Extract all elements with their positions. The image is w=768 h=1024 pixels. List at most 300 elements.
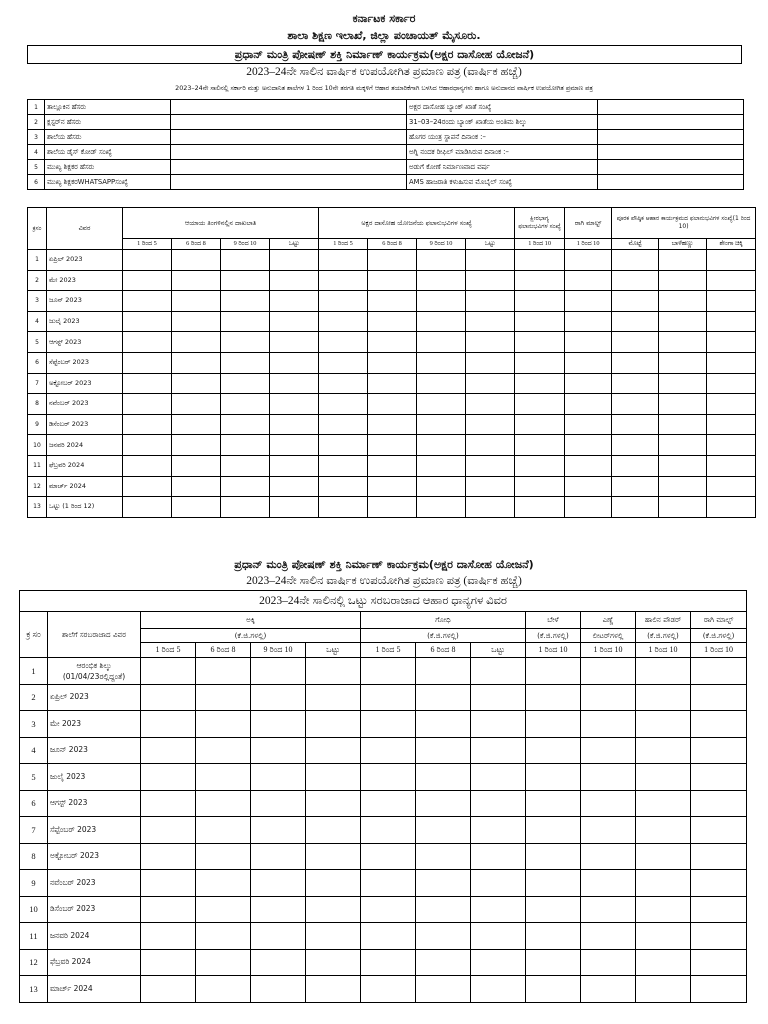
t2-entry-cell[interactable] bbox=[636, 817, 691, 844]
t1-entry-cell[interactable] bbox=[172, 250, 221, 271]
t2-entry-cell[interactable] bbox=[526, 711, 581, 738]
t1-entry-cell[interactable] bbox=[707, 414, 756, 435]
t2-entry-cell[interactable] bbox=[361, 870, 416, 897]
t1-entry-cell[interactable] bbox=[565, 250, 612, 271]
t2-entry-cell[interactable] bbox=[526, 658, 581, 685]
t1-entry-cell[interactable] bbox=[221, 414, 270, 435]
t2-entry-cell[interactable] bbox=[196, 976, 251, 1003]
t2-entry-cell[interactable] bbox=[526, 976, 581, 1003]
t2-entry-cell[interactable] bbox=[691, 896, 747, 923]
t1-entry-cell[interactable] bbox=[172, 332, 221, 353]
t1-entry-cell[interactable] bbox=[659, 250, 707, 271]
t2-entry-cell[interactable] bbox=[361, 949, 416, 976]
t1-entry-cell[interactable] bbox=[270, 270, 319, 291]
t1-entry-cell[interactable] bbox=[515, 250, 565, 271]
t1-entry-cell[interactable] bbox=[515, 332, 565, 353]
t2-entry-cell[interactable] bbox=[196, 684, 251, 711]
t1-entry-cell[interactable] bbox=[123, 373, 172, 394]
t1-entry-cell[interactable] bbox=[565, 435, 612, 456]
t2-entry-cell[interactable] bbox=[251, 684, 306, 711]
t1-entry-cell[interactable] bbox=[707, 497, 756, 518]
t1-entry-cell[interactable] bbox=[172, 414, 221, 435]
t2-entry-cell[interactable] bbox=[196, 843, 251, 870]
t1-entry-cell[interactable] bbox=[612, 332, 659, 353]
t1-entry-cell[interactable] bbox=[221, 352, 270, 373]
t2-entry-cell[interactable] bbox=[361, 923, 416, 950]
t2-entry-cell[interactable] bbox=[581, 711, 636, 738]
t1-entry-cell[interactable] bbox=[319, 497, 368, 518]
t1-entry-cell[interactable] bbox=[612, 373, 659, 394]
info-value-cell[interactable] bbox=[171, 175, 407, 190]
t1-entry-cell[interactable] bbox=[319, 435, 368, 456]
t1-entry-cell[interactable] bbox=[319, 332, 368, 353]
t2-entry-cell[interactable] bbox=[141, 949, 196, 976]
t2-entry-cell[interactable] bbox=[416, 658, 471, 685]
t1-entry-cell[interactable] bbox=[319, 414, 368, 435]
t2-entry-cell[interactable] bbox=[636, 870, 691, 897]
t1-entry-cell[interactable] bbox=[612, 250, 659, 271]
t1-entry-cell[interactable] bbox=[123, 394, 172, 415]
t1-entry-cell[interactable] bbox=[466, 435, 515, 456]
t1-entry-cell[interactable] bbox=[515, 291, 565, 312]
t2-entry-cell[interactable] bbox=[581, 658, 636, 685]
t2-entry-cell[interactable] bbox=[471, 949, 526, 976]
t1-entry-cell[interactable] bbox=[515, 311, 565, 332]
t2-entry-cell[interactable] bbox=[306, 949, 361, 976]
info-value-cell[interactable] bbox=[171, 130, 407, 145]
t1-entry-cell[interactable] bbox=[466, 455, 515, 476]
t2-entry-cell[interactable] bbox=[196, 896, 251, 923]
t2-entry-cell[interactable] bbox=[581, 843, 636, 870]
t1-entry-cell[interactable] bbox=[368, 476, 417, 497]
t1-entry-cell[interactable] bbox=[612, 497, 659, 518]
t1-entry-cell[interactable] bbox=[417, 476, 466, 497]
t1-entry-cell[interactable] bbox=[123, 435, 172, 456]
t2-entry-cell[interactable] bbox=[361, 976, 416, 1003]
info-value-cell[interactable] bbox=[171, 145, 407, 160]
info-value-cell[interactable] bbox=[171, 160, 407, 175]
t1-entry-cell[interactable] bbox=[319, 373, 368, 394]
t2-entry-cell[interactable] bbox=[581, 790, 636, 817]
t1-entry-cell[interactable] bbox=[707, 270, 756, 291]
t2-entry-cell[interactable] bbox=[251, 923, 306, 950]
t1-entry-cell[interactable] bbox=[659, 373, 707, 394]
t2-entry-cell[interactable] bbox=[361, 684, 416, 711]
t1-entry-cell[interactable] bbox=[659, 476, 707, 497]
t2-entry-cell[interactable] bbox=[416, 949, 471, 976]
t2-entry-cell[interactable] bbox=[416, 870, 471, 897]
t2-entry-cell[interactable] bbox=[526, 949, 581, 976]
t1-entry-cell[interactable] bbox=[565, 352, 612, 373]
t1-entry-cell[interactable] bbox=[368, 373, 417, 394]
t2-entry-cell[interactable] bbox=[141, 737, 196, 764]
t1-entry-cell[interactable] bbox=[270, 414, 319, 435]
t2-entry-cell[interactable] bbox=[251, 711, 306, 738]
t2-entry-cell[interactable] bbox=[691, 817, 747, 844]
t1-entry-cell[interactable] bbox=[368, 352, 417, 373]
t1-entry-cell[interactable] bbox=[319, 476, 368, 497]
t1-entry-cell[interactable] bbox=[659, 435, 707, 456]
t1-entry-cell[interactable] bbox=[659, 270, 707, 291]
t1-entry-cell[interactable] bbox=[565, 394, 612, 415]
t1-entry-cell[interactable] bbox=[417, 414, 466, 435]
t2-entry-cell[interactable] bbox=[526, 790, 581, 817]
t2-entry-cell[interactable] bbox=[361, 817, 416, 844]
t1-entry-cell[interactable] bbox=[466, 291, 515, 312]
t1-entry-cell[interactable] bbox=[123, 497, 172, 518]
t1-entry-cell[interactable] bbox=[515, 373, 565, 394]
t1-entry-cell[interactable] bbox=[612, 291, 659, 312]
t2-entry-cell[interactable] bbox=[141, 923, 196, 950]
t1-entry-cell[interactable] bbox=[123, 332, 172, 353]
t2-entry-cell[interactable] bbox=[141, 870, 196, 897]
t1-entry-cell[interactable] bbox=[270, 311, 319, 332]
t2-entry-cell[interactable] bbox=[306, 817, 361, 844]
t1-entry-cell[interactable] bbox=[319, 270, 368, 291]
t1-entry-cell[interactable] bbox=[123, 311, 172, 332]
t1-entry-cell[interactable] bbox=[707, 352, 756, 373]
t1-entry-cell[interactable] bbox=[417, 497, 466, 518]
t1-entry-cell[interactable] bbox=[612, 455, 659, 476]
t2-entry-cell[interactable] bbox=[691, 976, 747, 1003]
t2-entry-cell[interactable] bbox=[306, 976, 361, 1003]
t2-entry-cell[interactable] bbox=[196, 870, 251, 897]
t1-entry-cell[interactable] bbox=[368, 311, 417, 332]
t2-entry-cell[interactable] bbox=[581, 684, 636, 711]
t2-entry-cell[interactable] bbox=[526, 817, 581, 844]
t2-entry-cell[interactable] bbox=[636, 896, 691, 923]
t1-entry-cell[interactable] bbox=[221, 373, 270, 394]
t1-entry-cell[interactable] bbox=[565, 455, 612, 476]
t2-entry-cell[interactable] bbox=[471, 870, 526, 897]
t2-entry-cell[interactable] bbox=[196, 790, 251, 817]
t1-entry-cell[interactable] bbox=[659, 291, 707, 312]
t2-entry-cell[interactable] bbox=[471, 923, 526, 950]
t2-entry-cell[interactable] bbox=[471, 790, 526, 817]
t2-entry-cell[interactable] bbox=[526, 923, 581, 950]
t1-entry-cell[interactable] bbox=[319, 250, 368, 271]
t1-entry-cell[interactable] bbox=[659, 394, 707, 415]
t2-entry-cell[interactable] bbox=[306, 764, 361, 791]
t2-entry-cell[interactable] bbox=[471, 976, 526, 1003]
t2-entry-cell[interactable] bbox=[416, 817, 471, 844]
t2-entry-cell[interactable] bbox=[141, 896, 196, 923]
t1-entry-cell[interactable] bbox=[515, 352, 565, 373]
t2-entry-cell[interactable] bbox=[471, 658, 526, 685]
t1-entry-cell[interactable] bbox=[466, 414, 515, 435]
t2-entry-cell[interactable] bbox=[636, 976, 691, 1003]
t1-entry-cell[interactable] bbox=[123, 414, 172, 435]
t1-entry-cell[interactable] bbox=[270, 476, 319, 497]
t2-entry-cell[interactable] bbox=[691, 870, 747, 897]
t1-entry-cell[interactable] bbox=[172, 352, 221, 373]
t2-entry-cell[interactable] bbox=[196, 923, 251, 950]
t1-entry-cell[interactable] bbox=[123, 455, 172, 476]
t1-entry-cell[interactable] bbox=[172, 394, 221, 415]
t2-entry-cell[interactable] bbox=[526, 737, 581, 764]
t1-entry-cell[interactable] bbox=[221, 291, 270, 312]
t2-entry-cell[interactable] bbox=[471, 817, 526, 844]
t2-entry-cell[interactable] bbox=[471, 684, 526, 711]
t1-entry-cell[interactable] bbox=[707, 373, 756, 394]
t1-entry-cell[interactable] bbox=[417, 332, 466, 353]
t1-entry-cell[interactable] bbox=[707, 311, 756, 332]
t1-entry-cell[interactable] bbox=[270, 291, 319, 312]
t2-entry-cell[interactable] bbox=[306, 711, 361, 738]
t1-entry-cell[interactable] bbox=[270, 394, 319, 415]
t1-entry-cell[interactable] bbox=[221, 270, 270, 291]
t1-entry-cell[interactable] bbox=[565, 476, 612, 497]
t2-entry-cell[interactable] bbox=[526, 896, 581, 923]
t1-entry-cell[interactable] bbox=[270, 332, 319, 353]
t2-entry-cell[interactable] bbox=[306, 843, 361, 870]
t1-entry-cell[interactable] bbox=[612, 352, 659, 373]
t1-entry-cell[interactable] bbox=[707, 291, 756, 312]
t2-entry-cell[interactable] bbox=[636, 790, 691, 817]
t1-entry-cell[interactable] bbox=[612, 476, 659, 497]
t2-entry-cell[interactable] bbox=[251, 896, 306, 923]
t1-entry-cell[interactable] bbox=[270, 435, 319, 456]
t1-entry-cell[interactable] bbox=[466, 352, 515, 373]
t1-entry-cell[interactable] bbox=[612, 394, 659, 415]
t1-entry-cell[interactable] bbox=[270, 497, 319, 518]
t1-entry-cell[interactable] bbox=[368, 270, 417, 291]
t2-entry-cell[interactable] bbox=[196, 949, 251, 976]
t2-entry-cell[interactable] bbox=[691, 737, 747, 764]
t2-entry-cell[interactable] bbox=[251, 949, 306, 976]
t2-entry-cell[interactable] bbox=[691, 790, 747, 817]
t2-entry-cell[interactable] bbox=[141, 684, 196, 711]
t2-entry-cell[interactable] bbox=[141, 711, 196, 738]
t2-entry-cell[interactable] bbox=[141, 976, 196, 1003]
t1-entry-cell[interactable] bbox=[123, 352, 172, 373]
t2-entry-cell[interactable] bbox=[581, 817, 636, 844]
t2-entry-cell[interactable] bbox=[196, 764, 251, 791]
t2-entry-cell[interactable] bbox=[581, 976, 636, 1003]
t2-entry-cell[interactable] bbox=[416, 896, 471, 923]
t1-entry-cell[interactable] bbox=[368, 435, 417, 456]
t2-entry-cell[interactable] bbox=[416, 737, 471, 764]
t2-entry-cell[interactable] bbox=[636, 684, 691, 711]
t1-entry-cell[interactable] bbox=[466, 497, 515, 518]
t1-entry-cell[interactable] bbox=[659, 352, 707, 373]
t2-entry-cell[interactable] bbox=[471, 896, 526, 923]
t1-entry-cell[interactable] bbox=[565, 497, 612, 518]
t1-entry-cell[interactable] bbox=[612, 435, 659, 456]
t2-entry-cell[interactable] bbox=[361, 658, 416, 685]
t2-entry-cell[interactable] bbox=[251, 817, 306, 844]
t2-entry-cell[interactable] bbox=[581, 923, 636, 950]
t1-entry-cell[interactable] bbox=[565, 270, 612, 291]
t1-entry-cell[interactable] bbox=[707, 476, 756, 497]
t1-entry-cell[interactable] bbox=[368, 414, 417, 435]
t1-entry-cell[interactable] bbox=[319, 394, 368, 415]
t2-entry-cell[interactable] bbox=[471, 737, 526, 764]
t2-entry-cell[interactable] bbox=[636, 949, 691, 976]
t1-entry-cell[interactable] bbox=[319, 311, 368, 332]
t1-entry-cell[interactable] bbox=[123, 476, 172, 497]
t1-entry-cell[interactable] bbox=[707, 332, 756, 353]
t1-entry-cell[interactable] bbox=[221, 476, 270, 497]
t1-entry-cell[interactable] bbox=[368, 332, 417, 353]
t2-entry-cell[interactable] bbox=[306, 737, 361, 764]
t1-entry-cell[interactable] bbox=[417, 250, 466, 271]
t1-entry-cell[interactable] bbox=[515, 455, 565, 476]
t1-entry-cell[interactable] bbox=[659, 311, 707, 332]
t1-entry-cell[interactable] bbox=[612, 270, 659, 291]
t2-entry-cell[interactable] bbox=[471, 711, 526, 738]
info-right-value-cell[interactable] bbox=[598, 115, 744, 130]
t2-entry-cell[interactable] bbox=[636, 923, 691, 950]
t1-entry-cell[interactable] bbox=[172, 311, 221, 332]
t1-entry-cell[interactable] bbox=[172, 476, 221, 497]
t2-entry-cell[interactable] bbox=[526, 843, 581, 870]
t1-entry-cell[interactable] bbox=[466, 270, 515, 291]
t1-entry-cell[interactable] bbox=[172, 291, 221, 312]
t2-entry-cell[interactable] bbox=[691, 949, 747, 976]
t2-entry-cell[interactable] bbox=[636, 737, 691, 764]
t1-entry-cell[interactable] bbox=[221, 394, 270, 415]
t1-entry-cell[interactable] bbox=[319, 291, 368, 312]
info-right-value-cell[interactable] bbox=[598, 145, 744, 160]
t2-entry-cell[interactable] bbox=[636, 658, 691, 685]
t1-entry-cell[interactable] bbox=[466, 476, 515, 497]
t2-entry-cell[interactable] bbox=[691, 711, 747, 738]
t2-entry-cell[interactable] bbox=[251, 790, 306, 817]
t2-entry-cell[interactable] bbox=[306, 896, 361, 923]
t2-entry-cell[interactable] bbox=[306, 684, 361, 711]
t1-entry-cell[interactable] bbox=[417, 455, 466, 476]
t1-entry-cell[interactable] bbox=[221, 455, 270, 476]
t2-entry-cell[interactable] bbox=[251, 870, 306, 897]
t1-entry-cell[interactable] bbox=[466, 394, 515, 415]
t1-entry-cell[interactable] bbox=[417, 270, 466, 291]
t1-entry-cell[interactable] bbox=[515, 394, 565, 415]
t1-entry-cell[interactable] bbox=[466, 373, 515, 394]
t2-entry-cell[interactable] bbox=[691, 843, 747, 870]
t1-entry-cell[interactable] bbox=[466, 332, 515, 353]
t2-entry-cell[interactable] bbox=[581, 896, 636, 923]
t1-entry-cell[interactable] bbox=[707, 435, 756, 456]
t1-entry-cell[interactable] bbox=[707, 394, 756, 415]
info-right-value-cell[interactable] bbox=[598, 100, 744, 115]
t1-entry-cell[interactable] bbox=[565, 414, 612, 435]
t1-entry-cell[interactable] bbox=[565, 373, 612, 394]
t2-entry-cell[interactable] bbox=[361, 764, 416, 791]
t1-entry-cell[interactable] bbox=[368, 250, 417, 271]
t2-entry-cell[interactable] bbox=[416, 923, 471, 950]
t1-entry-cell[interactable] bbox=[368, 291, 417, 312]
t1-entry-cell[interactable] bbox=[417, 311, 466, 332]
t2-entry-cell[interactable] bbox=[361, 843, 416, 870]
t2-entry-cell[interactable] bbox=[636, 711, 691, 738]
t1-entry-cell[interactable] bbox=[515, 270, 565, 291]
t1-entry-cell[interactable] bbox=[515, 476, 565, 497]
t1-entry-cell[interactable] bbox=[659, 497, 707, 518]
t1-entry-cell[interactable] bbox=[270, 455, 319, 476]
t2-entry-cell[interactable] bbox=[471, 764, 526, 791]
t1-entry-cell[interactable] bbox=[707, 250, 756, 271]
t2-entry-cell[interactable] bbox=[251, 764, 306, 791]
t2-entry-cell[interactable] bbox=[251, 658, 306, 685]
t2-entry-cell[interactable] bbox=[196, 711, 251, 738]
t2-entry-cell[interactable] bbox=[581, 949, 636, 976]
t2-entry-cell[interactable] bbox=[196, 817, 251, 844]
t1-entry-cell[interactable] bbox=[659, 414, 707, 435]
t1-entry-cell[interactable] bbox=[172, 270, 221, 291]
t1-entry-cell[interactable] bbox=[565, 311, 612, 332]
t2-entry-cell[interactable] bbox=[416, 843, 471, 870]
info-right-value-cell[interactable] bbox=[598, 160, 744, 175]
t2-entry-cell[interactable] bbox=[141, 658, 196, 685]
t2-entry-cell[interactable] bbox=[416, 684, 471, 711]
t1-entry-cell[interactable] bbox=[319, 352, 368, 373]
t1-entry-cell[interactable] bbox=[172, 435, 221, 456]
t1-entry-cell[interactable] bbox=[707, 455, 756, 476]
t2-entry-cell[interactable] bbox=[526, 764, 581, 791]
t2-entry-cell[interactable] bbox=[581, 737, 636, 764]
t1-entry-cell[interactable] bbox=[612, 414, 659, 435]
t1-entry-cell[interactable] bbox=[612, 311, 659, 332]
t1-entry-cell[interactable] bbox=[123, 291, 172, 312]
t1-entry-cell[interactable] bbox=[417, 291, 466, 312]
t2-entry-cell[interactable] bbox=[361, 896, 416, 923]
t2-entry-cell[interactable] bbox=[691, 923, 747, 950]
t1-entry-cell[interactable] bbox=[172, 455, 221, 476]
t1-entry-cell[interactable] bbox=[515, 497, 565, 518]
t1-entry-cell[interactable] bbox=[221, 435, 270, 456]
t1-entry-cell[interactable] bbox=[466, 311, 515, 332]
t2-entry-cell[interactable] bbox=[526, 684, 581, 711]
t1-entry-cell[interactable] bbox=[368, 455, 417, 476]
t2-entry-cell[interactable] bbox=[691, 764, 747, 791]
t2-entry-cell[interactable] bbox=[306, 790, 361, 817]
t1-entry-cell[interactable] bbox=[466, 250, 515, 271]
t2-entry-cell[interactable] bbox=[636, 764, 691, 791]
info-value-cell[interactable] bbox=[171, 100, 407, 115]
t1-entry-cell[interactable] bbox=[319, 455, 368, 476]
t2-entry-cell[interactable] bbox=[361, 790, 416, 817]
t2-entry-cell[interactable] bbox=[141, 764, 196, 791]
info-value-cell[interactable] bbox=[171, 115, 407, 130]
t2-entry-cell[interactable] bbox=[141, 790, 196, 817]
t2-entry-cell[interactable] bbox=[526, 870, 581, 897]
t2-entry-cell[interactable] bbox=[361, 737, 416, 764]
t1-entry-cell[interactable] bbox=[221, 497, 270, 518]
t1-entry-cell[interactable] bbox=[417, 435, 466, 456]
t2-entry-cell[interactable] bbox=[691, 684, 747, 711]
t2-entry-cell[interactable] bbox=[196, 737, 251, 764]
t1-entry-cell[interactable] bbox=[515, 414, 565, 435]
t1-entry-cell[interactable] bbox=[417, 394, 466, 415]
t1-entry-cell[interactable] bbox=[123, 250, 172, 271]
t1-entry-cell[interactable] bbox=[221, 250, 270, 271]
t1-entry-cell[interactable] bbox=[417, 352, 466, 373]
t1-entry-cell[interactable] bbox=[172, 373, 221, 394]
t2-entry-cell[interactable] bbox=[196, 658, 251, 685]
t2-entry-cell[interactable] bbox=[141, 817, 196, 844]
t1-entry-cell[interactable] bbox=[515, 435, 565, 456]
info-right-value-cell[interactable] bbox=[598, 130, 744, 145]
t2-entry-cell[interactable] bbox=[416, 790, 471, 817]
t2-entry-cell[interactable] bbox=[691, 658, 747, 685]
t2-entry-cell[interactable] bbox=[416, 764, 471, 791]
t2-entry-cell[interactable] bbox=[636, 843, 691, 870]
t1-entry-cell[interactable] bbox=[659, 332, 707, 353]
t1-entry-cell[interactable] bbox=[368, 497, 417, 518]
t2-entry-cell[interactable] bbox=[251, 737, 306, 764]
t2-entry-cell[interactable] bbox=[251, 976, 306, 1003]
